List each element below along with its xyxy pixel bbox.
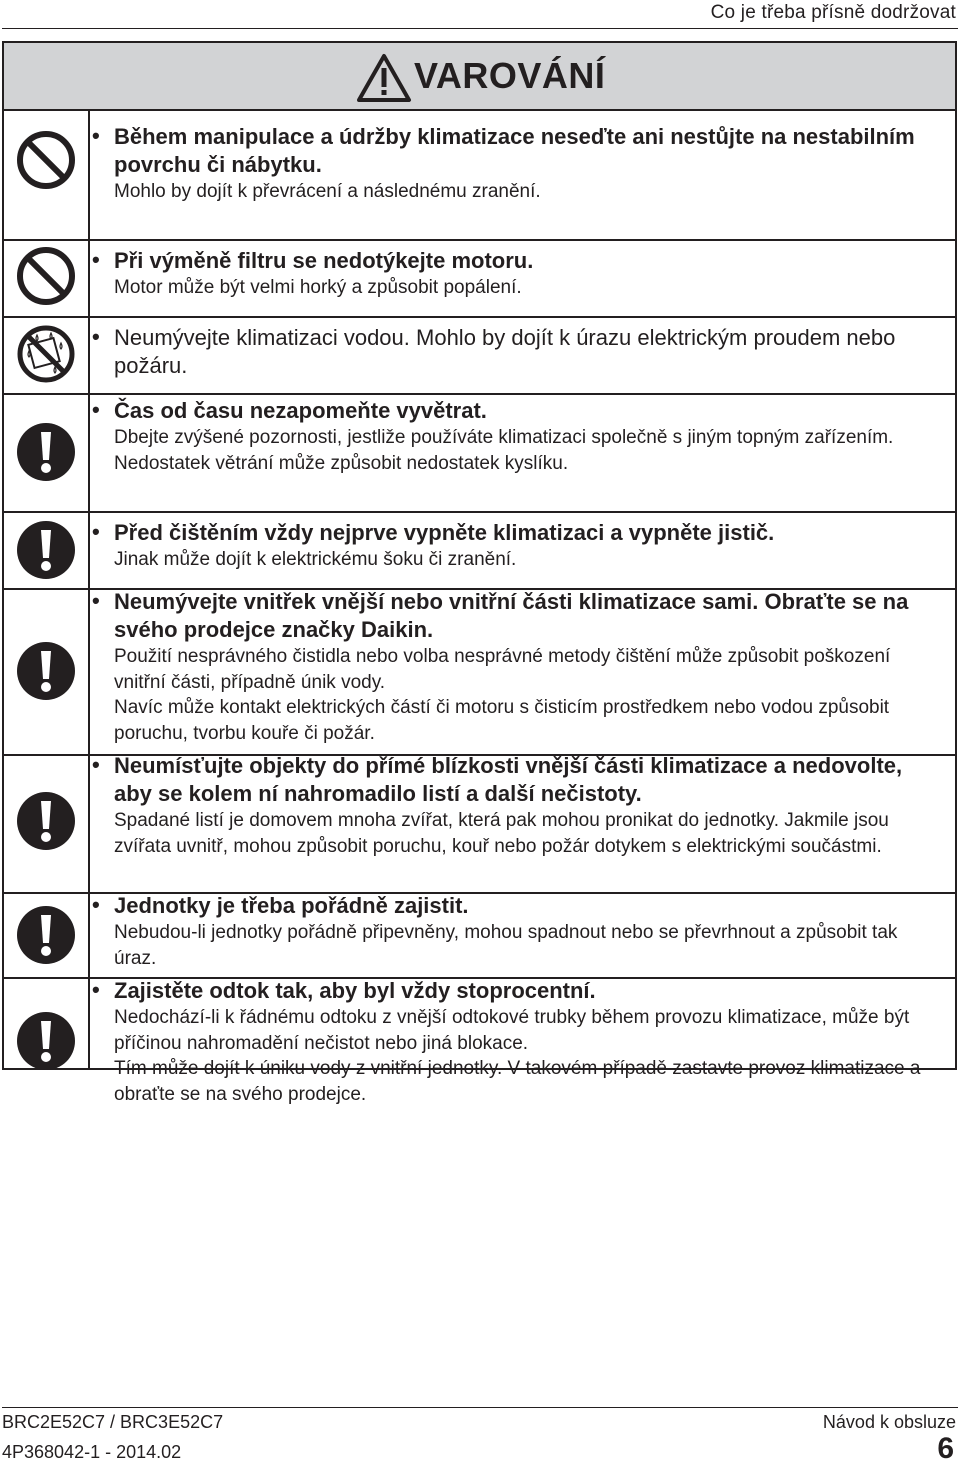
bullet: •	[92, 892, 100, 917]
warning-header	[4, 43, 955, 111]
prohibition-icon	[15, 129, 77, 191]
item-heading: Neumývejte klimatizaci vodou. Mohlo by dojít k úrazu elektrickým proudem nebo požáru.	[114, 325, 896, 378]
prohibition-icon	[15, 245, 77, 307]
item-body: Mohlo by dojít k převrácení a následnému zranění.	[114, 181, 541, 202]
item-body: Motor může být velmi horký a způsobit popálení.	[114, 277, 522, 298]
item-heading: Jednotky je třeba pořádně zajistit.	[114, 893, 469, 918]
item-body: Jinak může dojít k elektrickému šoku či zranění.	[114, 549, 517, 570]
item-heading: Při výměně filtru se nedotýkejte motoru.	[114, 248, 534, 273]
warning-item	[4, 109, 955, 241]
item-heading: Čas od času nezapomeňte vyvětrat.	[114, 398, 487, 423]
item-heading: Před čištěním vždy nejprve vypněte klimatizaci a vypněte jistič.	[114, 520, 775, 545]
warning-item	[4, 892, 955, 979]
item-heading: Během manipulace a údržby klimatizace neseďte ani nestůjte na nestabilním povrchu či nábytku.	[114, 124, 915, 177]
item-body: Nebudou-li jednotky pořádně připevněny, mohou spadnout nebo se převrhnout a způsobit tak úraz.	[114, 922, 898, 969]
item-body: Tím může dojít k úniku vody z vnitřní jednotky. V takovém případě zastavte provoz klimatizace a obraťte se na svého prodejce.	[114, 1058, 921, 1105]
mandatory-exclamation-icon	[15, 790, 77, 852]
item-body: Použití nesprávného čistidla nebo volba nesprávné metody čištění může způsobit poškození vnitřní části, případně únik vody.	[114, 646, 891, 693]
warning-item	[4, 316, 955, 395]
item-body: Dbejte zvýšené pozornosti, jestliže používáte klimatizaci společně s jiným topným zařízením.	[114, 427, 894, 448]
mandatory-exclamation-icon	[15, 421, 77, 483]
bullet: •	[92, 247, 100, 272]
warning-item	[4, 977, 955, 1105]
mandatory-exclamation-icon	[15, 640, 77, 702]
item-heading: Neumísťujte objekty do přímé blízkosti vnější části klimatizace a nedovolte, aby se kolem ní nahromadilo listí a další nečistoty.	[114, 753, 903, 806]
warning-item	[4, 239, 955, 318]
item-body: Navíc může kontakt elektrických částí či motoru s čisticím prostředkem nebo vodou způsobit poruchu, tvorbu kouře či požár.	[114, 697, 890, 744]
bullet: •	[92, 977, 100, 1002]
item-body: Spadané listí je domovem mnoha zvířat, která pak mohou pronikat do jednotky. Jakmile jsou zvířata uvnitř, mohou způsobit poruchu, kouř nebo požár dotykem s elektrickými součástmi.	[114, 810, 889, 857]
bullet: •	[92, 397, 100, 422]
bullet: •	[92, 752, 100, 777]
footer-model: BRC2E52C7 / BRC3E52C7	[2, 1412, 224, 1432]
header-rule	[2, 28, 958, 29]
bullet: •	[92, 324, 100, 349]
item-body: Nedochází-li k řádnému odtoku z vnější odtokové trubky během provozu klimatizace, může být příčinou nahromadění nečistot nebo jiná blokace.	[114, 1007, 910, 1054]
bullet: •	[92, 123, 100, 148]
item-body: Nedostatek větrání může způsobit nedostatek kyslíku.	[114, 452, 569, 474]
no-water-icon	[15, 323, 77, 385]
page-number: 6	[937, 1432, 954, 1465]
warning-box	[2, 41, 957, 1105]
bullet: •	[92, 519, 100, 544]
warning-item	[4, 511, 955, 590]
warning-item	[4, 754, 955, 894]
mandatory-exclamation-icon	[15, 519, 77, 581]
header-section-title: Co je třeba přísně dodržovat	[710, 2, 956, 23]
warning-item	[4, 393, 955, 513]
warning-triangle-icon	[356, 53, 412, 103]
mandatory-exclamation-icon	[15, 904, 77, 966]
footer-rule	[2, 1407, 958, 1408]
bullet: •	[92, 588, 100, 613]
footer-manual-title: Návod k obsluze	[822, 1412, 956, 1432]
warning-title: VAROVÁNÍ	[414, 55, 606, 96]
item-heading: Zajistěte odtok tak, aby byl vždy stoprocentní.	[114, 978, 596, 1003]
item-heading: Neumývejte vnitřek vnější nebo vnitřní části klimatizace sami. Obraťte se na svého prodejce značky Daikin.	[114, 589, 909, 642]
mandatory-exclamation-icon	[15, 1010, 77, 1072]
warning-item	[4, 588, 955, 756]
footer-doc-code: 4P368042-1 - 2014.02	[2, 1442, 182, 1462]
